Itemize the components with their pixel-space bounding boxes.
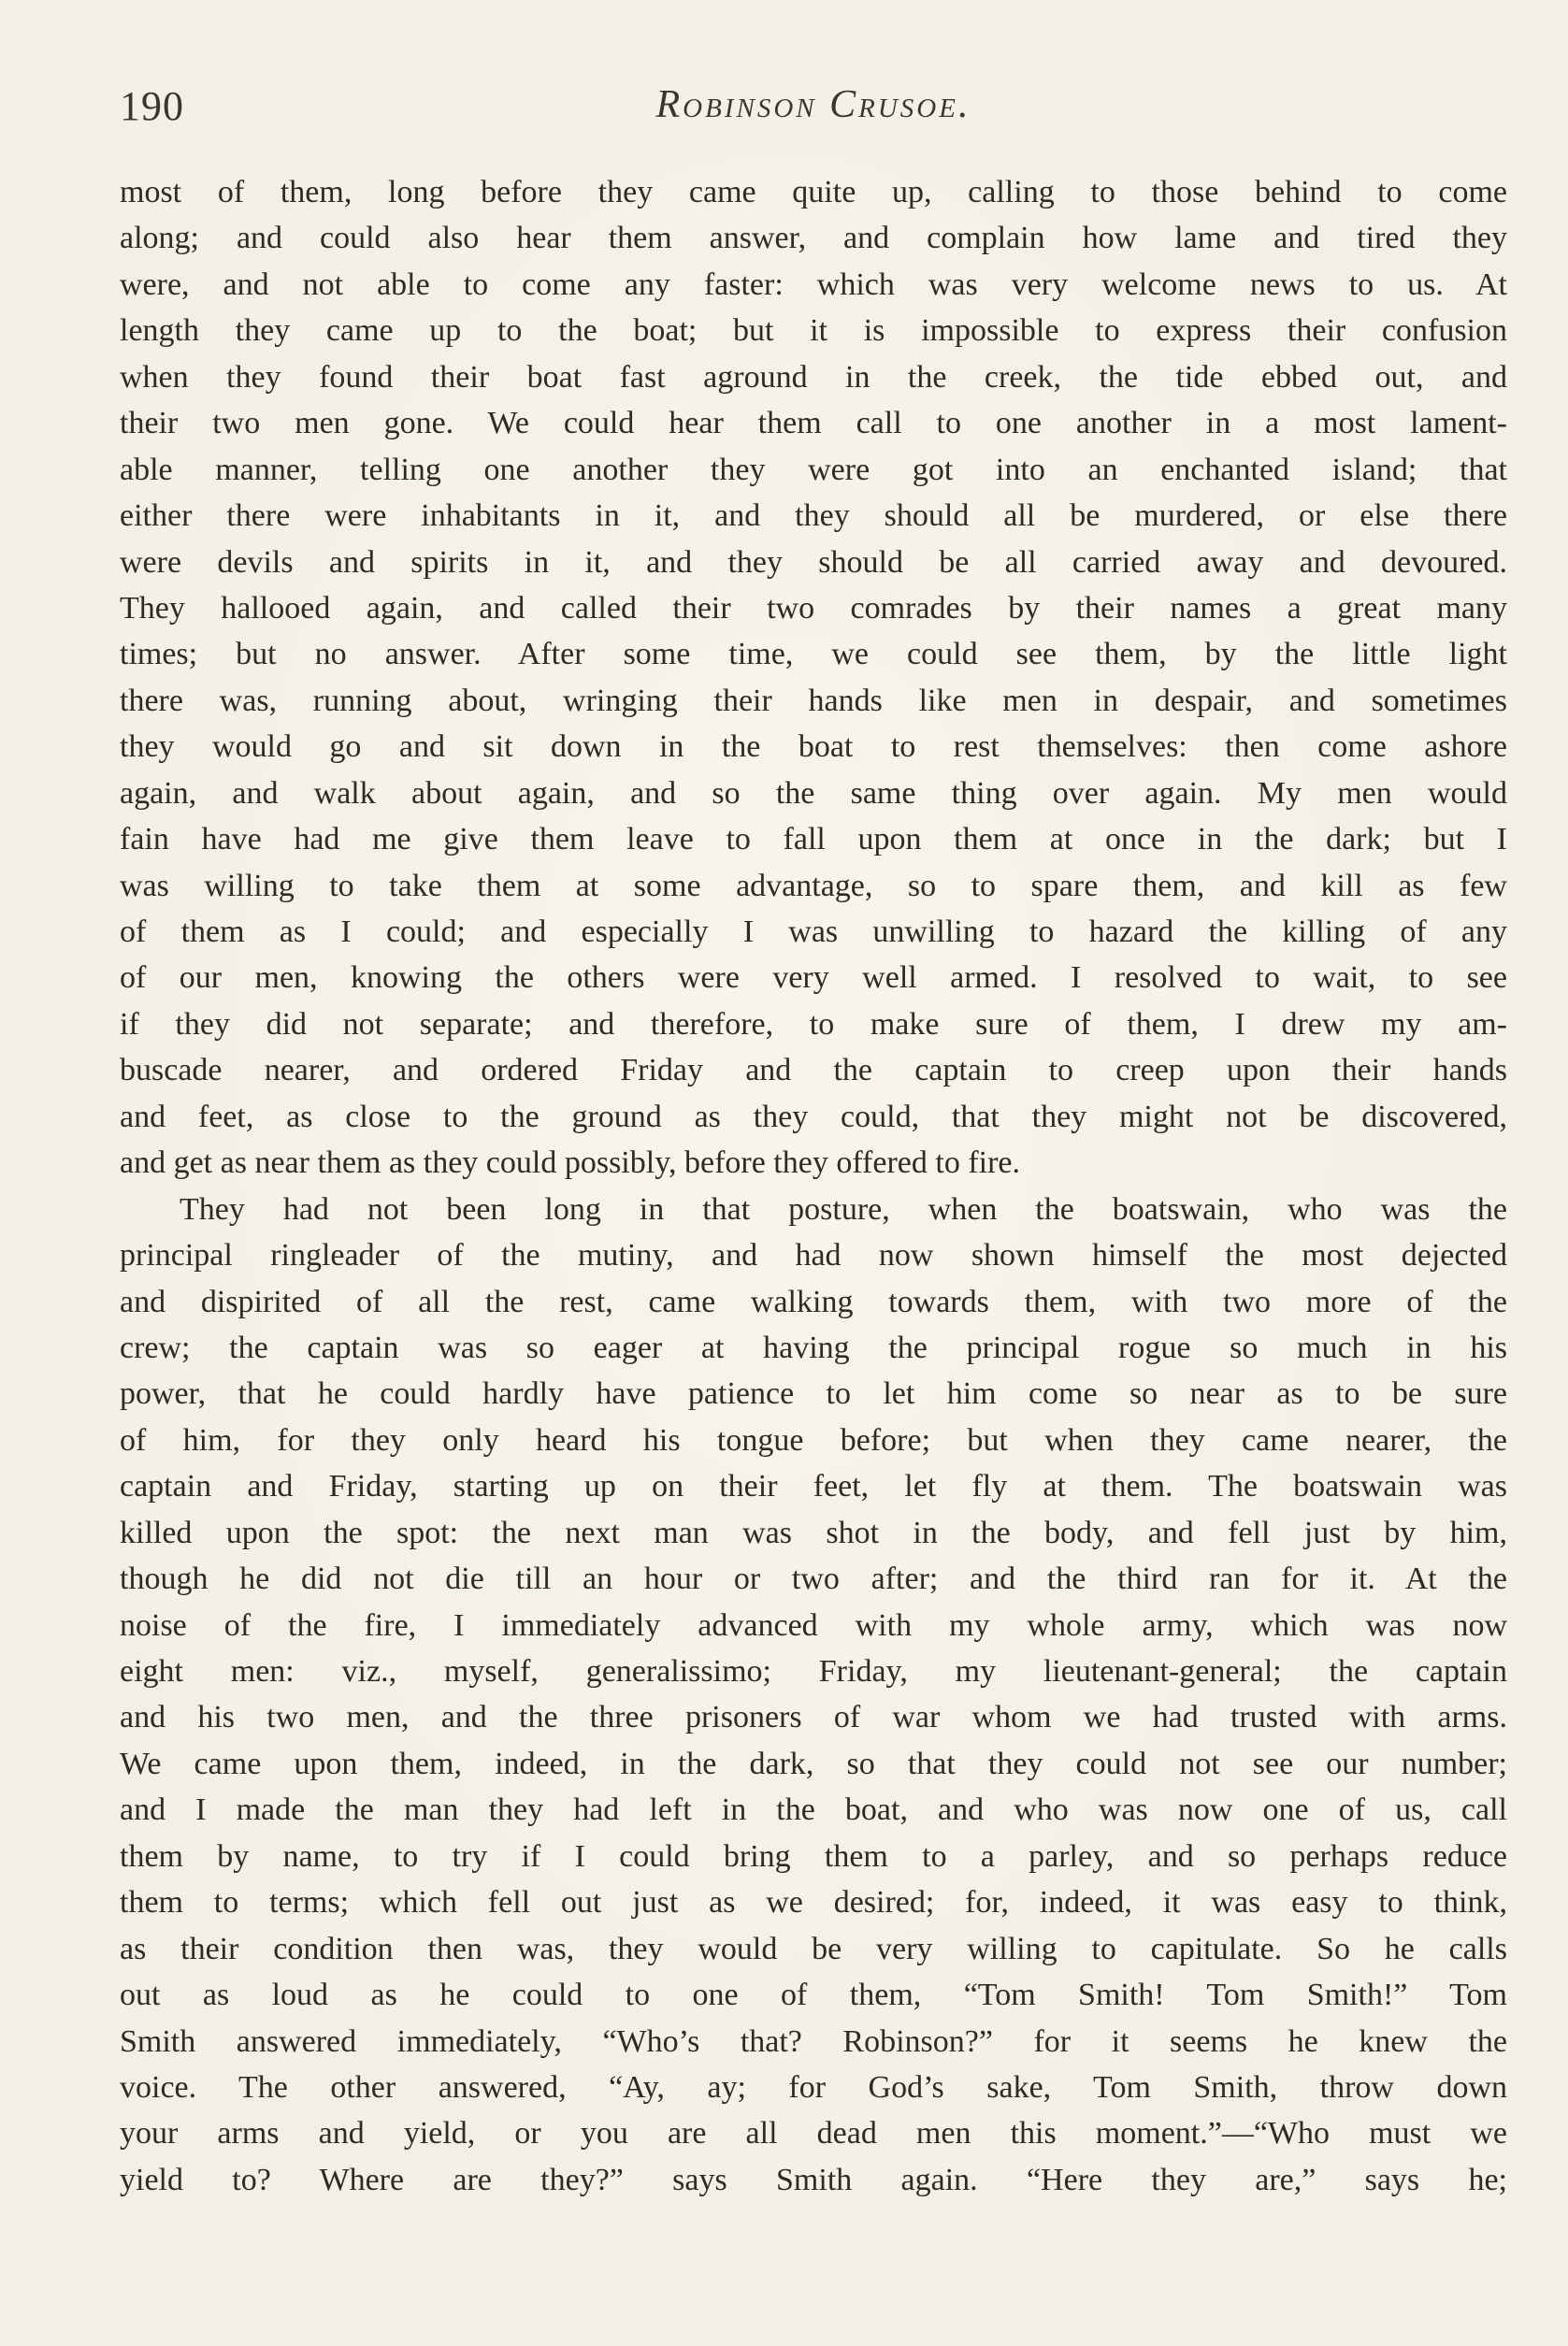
text-line: buscade nearer, and ordered Friday and the captain to creep upon their hands (120, 1053, 1507, 1088)
text-line: captain and Friday, starting up on their feet, let fly at them. The boatswain was (120, 1469, 1507, 1504)
text-line: They hallooed again, and called their two comrades by their names a great many (120, 590, 1507, 626)
text-line: as their condition then was, they would be very willing to capitulate. So he calls (120, 1931, 1507, 1966)
paragraph-end-line: and get as near them as they could possibly, before they offered to fire. (120, 1145, 1021, 1181)
running-title: Robinson Crusoe. (655, 83, 971, 126)
text-line: them to terms; which fell out just as we desired; for, indeed, it was easy to think, (120, 1885, 1507, 1921)
text-line: if they did not separate; and therefore, to make sure of them, I drew my am- (120, 1006, 1507, 1042)
paragraph-start-line: They had not been long in that posture, when the boatswain, who was the (180, 1191, 1507, 1227)
text-line: length they came up to the boat; but it is impossible to express their confusion (120, 313, 1507, 349)
text-line: fain have had me give them leave to fall upon them at once in the dark; but I (120, 822, 1507, 857)
text-line: there was, running about, wringing their hands like men in despair, and sometimes (120, 683, 1507, 718)
text-line: of our men, knowing the others were very well armed. I resolved to wait, to see (120, 960, 1507, 996)
text-line: power, that he could hardly have patience to let him come so near as to be sure (120, 1376, 1507, 1412)
text-line: and his two men, and the three prisoners of war whom we had trusted with arms. (120, 1700, 1507, 1735)
text-line: though he did not die till an hour or two after; and the third ran for it. At the (120, 1562, 1507, 1597)
text-line: again, and walk about again, and so the same thing over again. My men would (120, 775, 1507, 811)
text-line: principal ringleader of the mutiny, and had now shown himself the most dejected (120, 1238, 1507, 1274)
text-line: them by name, to try if I could bring them to a parley, and so perhaps reduce (120, 1838, 1507, 1874)
text-line: of them as I could; and especially I was unwilling to hazard the killing of any (120, 914, 1507, 949)
text-line: when they found their boat fast aground in the creek, the tide ebbed out, and (120, 359, 1507, 395)
text-line: eight men: viz., myself, generalissimo; Friday, my lieutenant-general; the captain (120, 1654, 1507, 1689)
text-line: noise of the fire, I immediately advanced with my whole army, which was now (120, 1607, 1507, 1643)
text-line: they would go and sit down in the boat to rest themselves: then come ashore (120, 729, 1507, 765)
text-line: along; and could also hear them answer, and complain how lame and tired they (120, 221, 1507, 256)
text-line: your arms and yield, or you are all dead men this moment.”—“Who must we (120, 2116, 1507, 2152)
text-line: were, and not able to come any faster: which was very welcome news to us. At (120, 266, 1507, 302)
text-line: were devils and spirits in it, and they should be all carried away and devoured. (120, 544, 1507, 580)
text-line: most of them, long before they came quite up, calling to those behind to come (120, 175, 1507, 209)
text-line: able manner, telling one another they were got into an enchanted island; that (120, 452, 1507, 487)
page-number: 190 (120, 83, 184, 129)
text-line: was willing to take them at some advantage, so to spare them, and kill as few (120, 868, 1507, 903)
text-line: out as loud as he could to one of them, “Tom Smith! Tom Smith!” Tom (120, 1978, 1507, 2013)
text-line: voice. The other answered, “Ay, ay; for God’s sake, Tom Smith, throw down (120, 2069, 1507, 2105)
text-line: killed upon the spot: the next man was shot in the body, and fell just by him, (120, 1515, 1507, 1550)
body-text (120, 169, 1507, 2203)
text-line: their two men gone. We could hear them call to one another in a most lament- (120, 406, 1507, 441)
text-line: We came upon them, indeed, in the dark, so that they could not see our number; (120, 1746, 1507, 1781)
text-line: crew; the captain was so eager at having the principal rogue so much in his (120, 1330, 1507, 1365)
text-line: and feet, as close to the ground as they could, that they might not be discovered, (120, 1099, 1507, 1134)
page-header (120, 82, 1507, 138)
text-line: either there were inhabitants in it, and they should all be murdered, or else there (120, 498, 1507, 534)
text-line: times; but no answer. After some time, we could see them, by the little light (120, 637, 1507, 672)
text-line: of him, for they only heard his tongue before; but when they came nearer, the (120, 1422, 1507, 1458)
text-line: Smith answered immediately, “Who’s that? Robinson?” for it seems he knew the (120, 2023, 1507, 2059)
text-line: and dispirited of all the rest, came walking towards them, with two more of the (120, 1284, 1507, 1319)
text-line: yield to? Where are they?” says Smith again. “Here they are,” says he; (120, 2162, 1507, 2197)
text-line: and I made the man they had left in the boat, and who was now one of us, call (120, 1792, 1507, 1828)
